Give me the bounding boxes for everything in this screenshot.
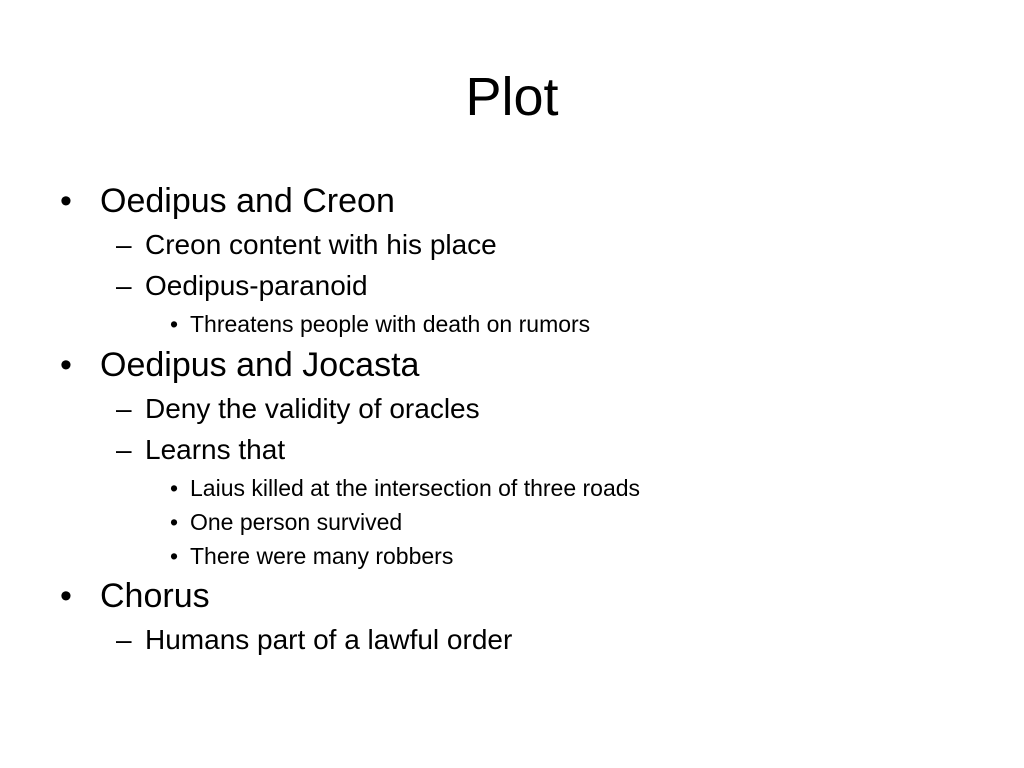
detail-threatens-people: Threatens people with death on rumors bbox=[190, 311, 591, 337]
sub-bullet-oedipus-paranoid: Oedipus-paranoid bbox=[145, 270, 368, 301]
small-bullet-marker: • bbox=[170, 475, 179, 501]
bullet-oedipus-jocasta: Oedipus and Jocasta bbox=[100, 346, 420, 384]
bullet-chorus: Chorus bbox=[100, 577, 210, 615]
sub-bullet-deny-oracles: Deny the validity of oracles bbox=[145, 393, 480, 424]
small-bullet-marker: • bbox=[170, 543, 179, 569]
bullet-marker: • bbox=[60, 182, 72, 220]
slide-title: Plot bbox=[465, 67, 559, 127]
dash-marker: – bbox=[116, 393, 132, 424]
dash-marker: – bbox=[116, 434, 132, 465]
dash-marker: – bbox=[116, 624, 132, 655]
detail-many-robbers: There were many robbers bbox=[190, 543, 454, 569]
sub-bullet-creon-content: Creon content with his place bbox=[145, 229, 497, 260]
sub-bullet-humans-lawful-order: Humans part of a lawful order bbox=[145, 624, 513, 655]
sub-bullet-learns-that: Learns that bbox=[145, 434, 286, 465]
bullet-oedipus-creon: Oedipus and Creon bbox=[100, 182, 395, 220]
bullet-marker: • bbox=[60, 346, 72, 384]
detail-one-survived: One person survived bbox=[190, 509, 403, 535]
small-bullet-marker: • bbox=[170, 311, 179, 337]
bullet-marker: • bbox=[60, 577, 72, 615]
small-bullet-marker: • bbox=[170, 509, 179, 535]
dash-marker: – bbox=[116, 229, 132, 260]
detail-laius-killed: Laius killed at the intersection of three roads bbox=[190, 475, 641, 501]
dash-marker: – bbox=[116, 270, 132, 301]
